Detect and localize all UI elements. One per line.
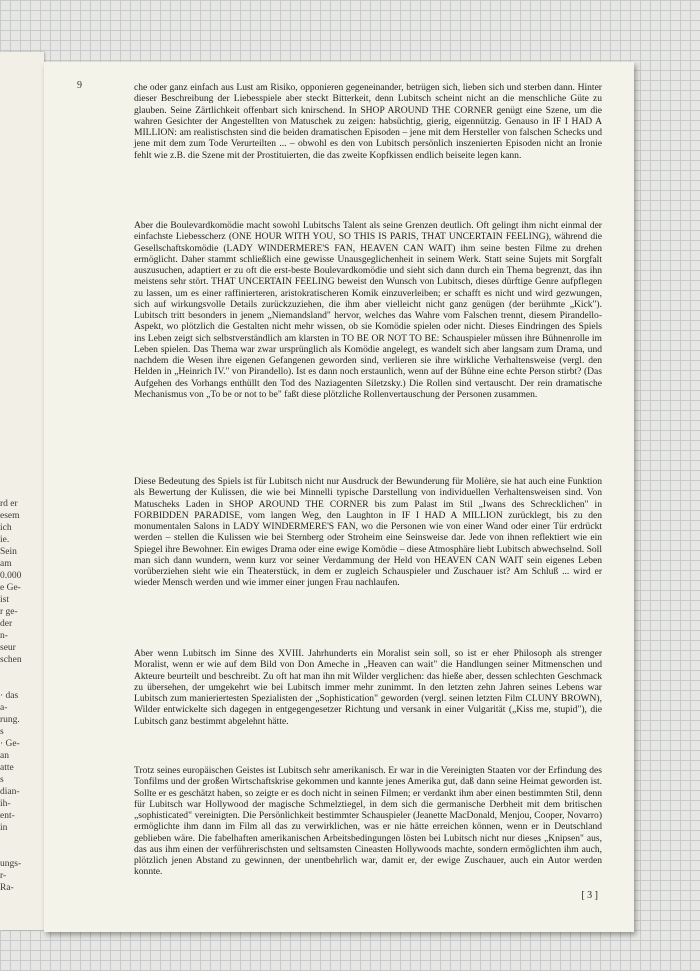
paragraph-3: Diese Bedeutung des Spiels ist für Lubitsch nicht nur Ausdruck der Bewunderung für Molière, sie hat auch eine Funktion als Bewertung der Kulissen, die wie bei Minnelli typische Darstellung von individuellen Verhaltensweisen sind. Von Matuscheks Laden in SHOP AROUND THE CORNER bis zum Palast im Stil „Iwans des Schrecklichen" in FORBIDDEN PARADISE, vom langen Weg, den Laughton in IF I HAD A MILLION zurücklegt, bis zu den monumentalen Salons in LADY WINDERMERE'S FAN, wo die Personen wie von einer Wand oder einer Tür erdrückt werden – stellen die Kulissen wie bei Sternberg oder Stroheim eine Seinsweise dar. Jede von ihnen reflektiert wie ein Spiegel ihre Bewohner. Ein ewiges Drama oder eine ewige Komödie – diese Atmosphäre liebt Lubitsch abwechselnd. Soll man sich dann wundern, wenn kurz vor seiner Verdammung der Held von HEAVEN CAN WAIT sein eigenes Leben vorüberziehen sieht wie ein Theaterstück, in dem er zugleich Schauspieler und Zuschauer ist? Am Schluß ... wird er wieder Mensch werden und wie immer einer jungen Frau nachlaufen. [134,476,602,589]
paragraph-4: Aber wenn Lubitsch im Sinne des XVIII. Jahrhunderts ein Moralist sein soll, so ist er eher Philosoph als strenger Moralist, wenn er wie auf dem Bild von Don Ameche in „Heaven can wait" die Handlungen seiner Mitmenschen und Akteure beurteilt und beschreibt. Zu oft hat man ihn mit Wilder verglichen: das hieße aber, dessen schlechten Geschmack zu übersehen, der umgekehrt wie bei Lubitsch immer mehr zunimmt. In den letzten zehn Jahren seines Lebens war Lubitsch zum manieriertesten Spezialisten der „Sophistication" geworden (vergl. seinen letzten Film CLUNY BROWN), Wilder entwickelte sich dagegen in entgegengesetzer Richtung und versank in einer Vulgarität („Kiss me, stupid"), die Lubitsch ganz bestimmt abgelehnt hätte. [134,648,602,727]
left-page-fragment: ist [0,595,9,605]
left-page-fragment: · Ge- [0,739,20,749]
left-page-fragment: an [0,751,9,761]
left-page-fragment: 0.000 [0,571,22,581]
left-page-fragment: · das [0,691,19,701]
paragraph-1: che oder ganz einfach aus Lust am Risiko, opponieren gegeneinander, betrügen sich, lieben sich und sterben dann. Hinter dieser Beschreibung der Liebesspiele aber steckt Bitterkeit, denn Lubitsch scheint nicht an die menschliche Güte zu glauben. Seine Zärtlichkeit offenbart sich knirschend. In SHOP AROUND THE CORNER genügt eine Szene, um die wahren Gesichter der Angestellten von Matuschek zu zeigen: habsüchtig, gierig, eigennützig. Genauso in IF I HAD A MILLION: am realistischsten sind die beiden dramatischen Episoden – jene mit dem Hersteller von falschen Schecks und jene mit dem zum Tode Verurteilten ... – obwohl es den von Lubitsch persönlich inszenierten Episoden nicht an Ironie fehlt wie z.B. die Szene mit der Prostituierten, die das zweite Kopfkissen endlich beiseite legen kann. [134,82,602,161]
left-page-fragment: ie. [0,535,10,545]
left-page-fragment: ent- [0,811,15,821]
left-page-fragment: s [0,775,4,785]
left-page-fragment: e Ge- [0,583,21,593]
paragraph-5: Trotz seines europäischen Geistes ist Lubitsch sehr amerikanisch. Er war in die Vereinigten Staaten vor der Erfindung des Tonfilms und der großen Wirtschaftskrise gekommen und kannte jenes Amerika gut, daß dann seine Heimat geworden ist. Sollte er es geschätzt haben, so zeigte er es doch nicht in seinen Filmen; er verdankt ihm aber einen bestimmten Stil, denn für Lubitsch war Hollywood der magische Schmelztiegel, in dem sich die germanische Derbheit mit dem britischen „sophisticated" vereinigten. Die Persönlichkeit bestimmter Schauspieler (Jeanette MacDonald, Menjou, Cooper, Novarro) ermöglichte ihm dann im Film all das zu verwirklichen, was er nie hätte erreichen können, wenn er in Deutschland geblieben wäre. Die fabelhaften amerikanischen Arbeitsbedingungen lösten bei Lubitsch nicht nur dieses „Knipsen" aus, das aus ihm einen der verführerischsten und seltsamsten Cineasten Hollywoods machte, sondern ermöglichten ihm auch, plötzlich jenen Abstand zu gewinnen, der unentbehrlich war, damit er, der ewige Zuschauer, auch ein Autor werden konnte. [134,765,602,878]
left-page-fragment: schen [0,655,22,665]
left-page-fragment: in [0,823,8,833]
left-page-fragment: esem [0,511,20,521]
left-facing-page [0,52,44,930]
left-page-fragment: Ra- [0,883,14,893]
folio-number: [ 3 ] [581,890,598,901]
left-page-fragment: s [0,727,4,737]
left-page-fragment: r ge- [0,607,18,617]
page-number: 9 [77,80,82,91]
left-page-fragment: dian- [0,787,20,797]
left-page-fragment: a- [0,703,8,713]
left-page-fragment: ich [0,523,12,533]
left-page-fragment: ih- [0,799,11,809]
left-page-fragment: seur [0,643,16,653]
left-page-fragment: n- [0,631,8,641]
left-page-fragment: rd er [0,499,18,509]
left-page-fragment: der [0,619,13,629]
left-page-fragment: r- [0,871,7,881]
left-page-fragment: am [0,559,12,569]
paragraph-2: Aber die Boulevardkomödie macht sowohl Lubitschs Talent als seine Grenzen deutlich. Oft gelingt ihm nicht einmal der einfachste Liebesscherz (ONE HOUR WITH YOU, SO THIS IS PARIS, THAT UNCERTAIN FEELING), während die Gesellschaftskomödie (LADY WINDERMERE'S FAN, HEAVEN CAN WAIT) ihm seine besten Filme zu drehen ermöglicht. Daher stammt schließlich eine gewisse Unausgeglichenheit in seinem Werk. Statt seine Sujets mit Sorgfalt auszusuchen, adaptiert er zu oft die erst-beste Boulevardkomödie und sieht sich dann durch ein Thema begrenzt, das ihn meistens sehr stört. THAT UNCERTAIN FEELING beweist den Wunsch von Lubitsch, dieses dürftige Genre aufpflegen zu lassen, um es einer raffinierteren, aristokratischeren Komik einzuverleiben; er schafft es nicht und wird gezwungen, sich auf wirkungsvolle Details zurückzuziehen, die ihm aber vielleicht nicht ganz genügen (der berühmte „Kick"). Lubitsch tritt besonders in jenem „Niemandsland" hervor, welches das Wahre vom Falschen trennt, diesem Pirandello-Aspekt, wo plötzlich die Gestalten nicht mehr wissen, ob sie Komödie spielen oder nicht. Dieses Eindringen des Spiels ins Leben zeigt sich selbstverständlich am klarsten in TO BE OR NOT TO BE: Schauspieler müssen ihre Bühnenrolle im Leben spielen. Das Thema war zwar ursprünglich als Komödie angelegt, es wandelt sich aber langsam zum Drama, und nachdem die Wesen ihre eigenen Gefangenen geworden sind, verlieren sie ihre wirkliche Verhaltensweise (vergl. den Helden in „Heinrich IV." von Pirandello). Ist es dann noch erstaunlich, wenn auf der Bühne eine echte Person stirbt? (Das Aufgehen des Vorhangs enthüllt den Tod des Naziagenten Siletzsky.) Die Rollen sind vertauscht. Der rein dramatische Mechanismus von „To be or not to be" faßt diese plötzliche Rollenvertauschung der Personen zusammen. [134,220,602,400]
left-page-fragment: Sein [0,547,17,557]
left-page-fragment: ungs- [0,859,22,869]
left-page-fragment: atte [0,763,14,773]
document-page [44,62,634,932]
left-page-fragment: rung. [0,715,20,725]
